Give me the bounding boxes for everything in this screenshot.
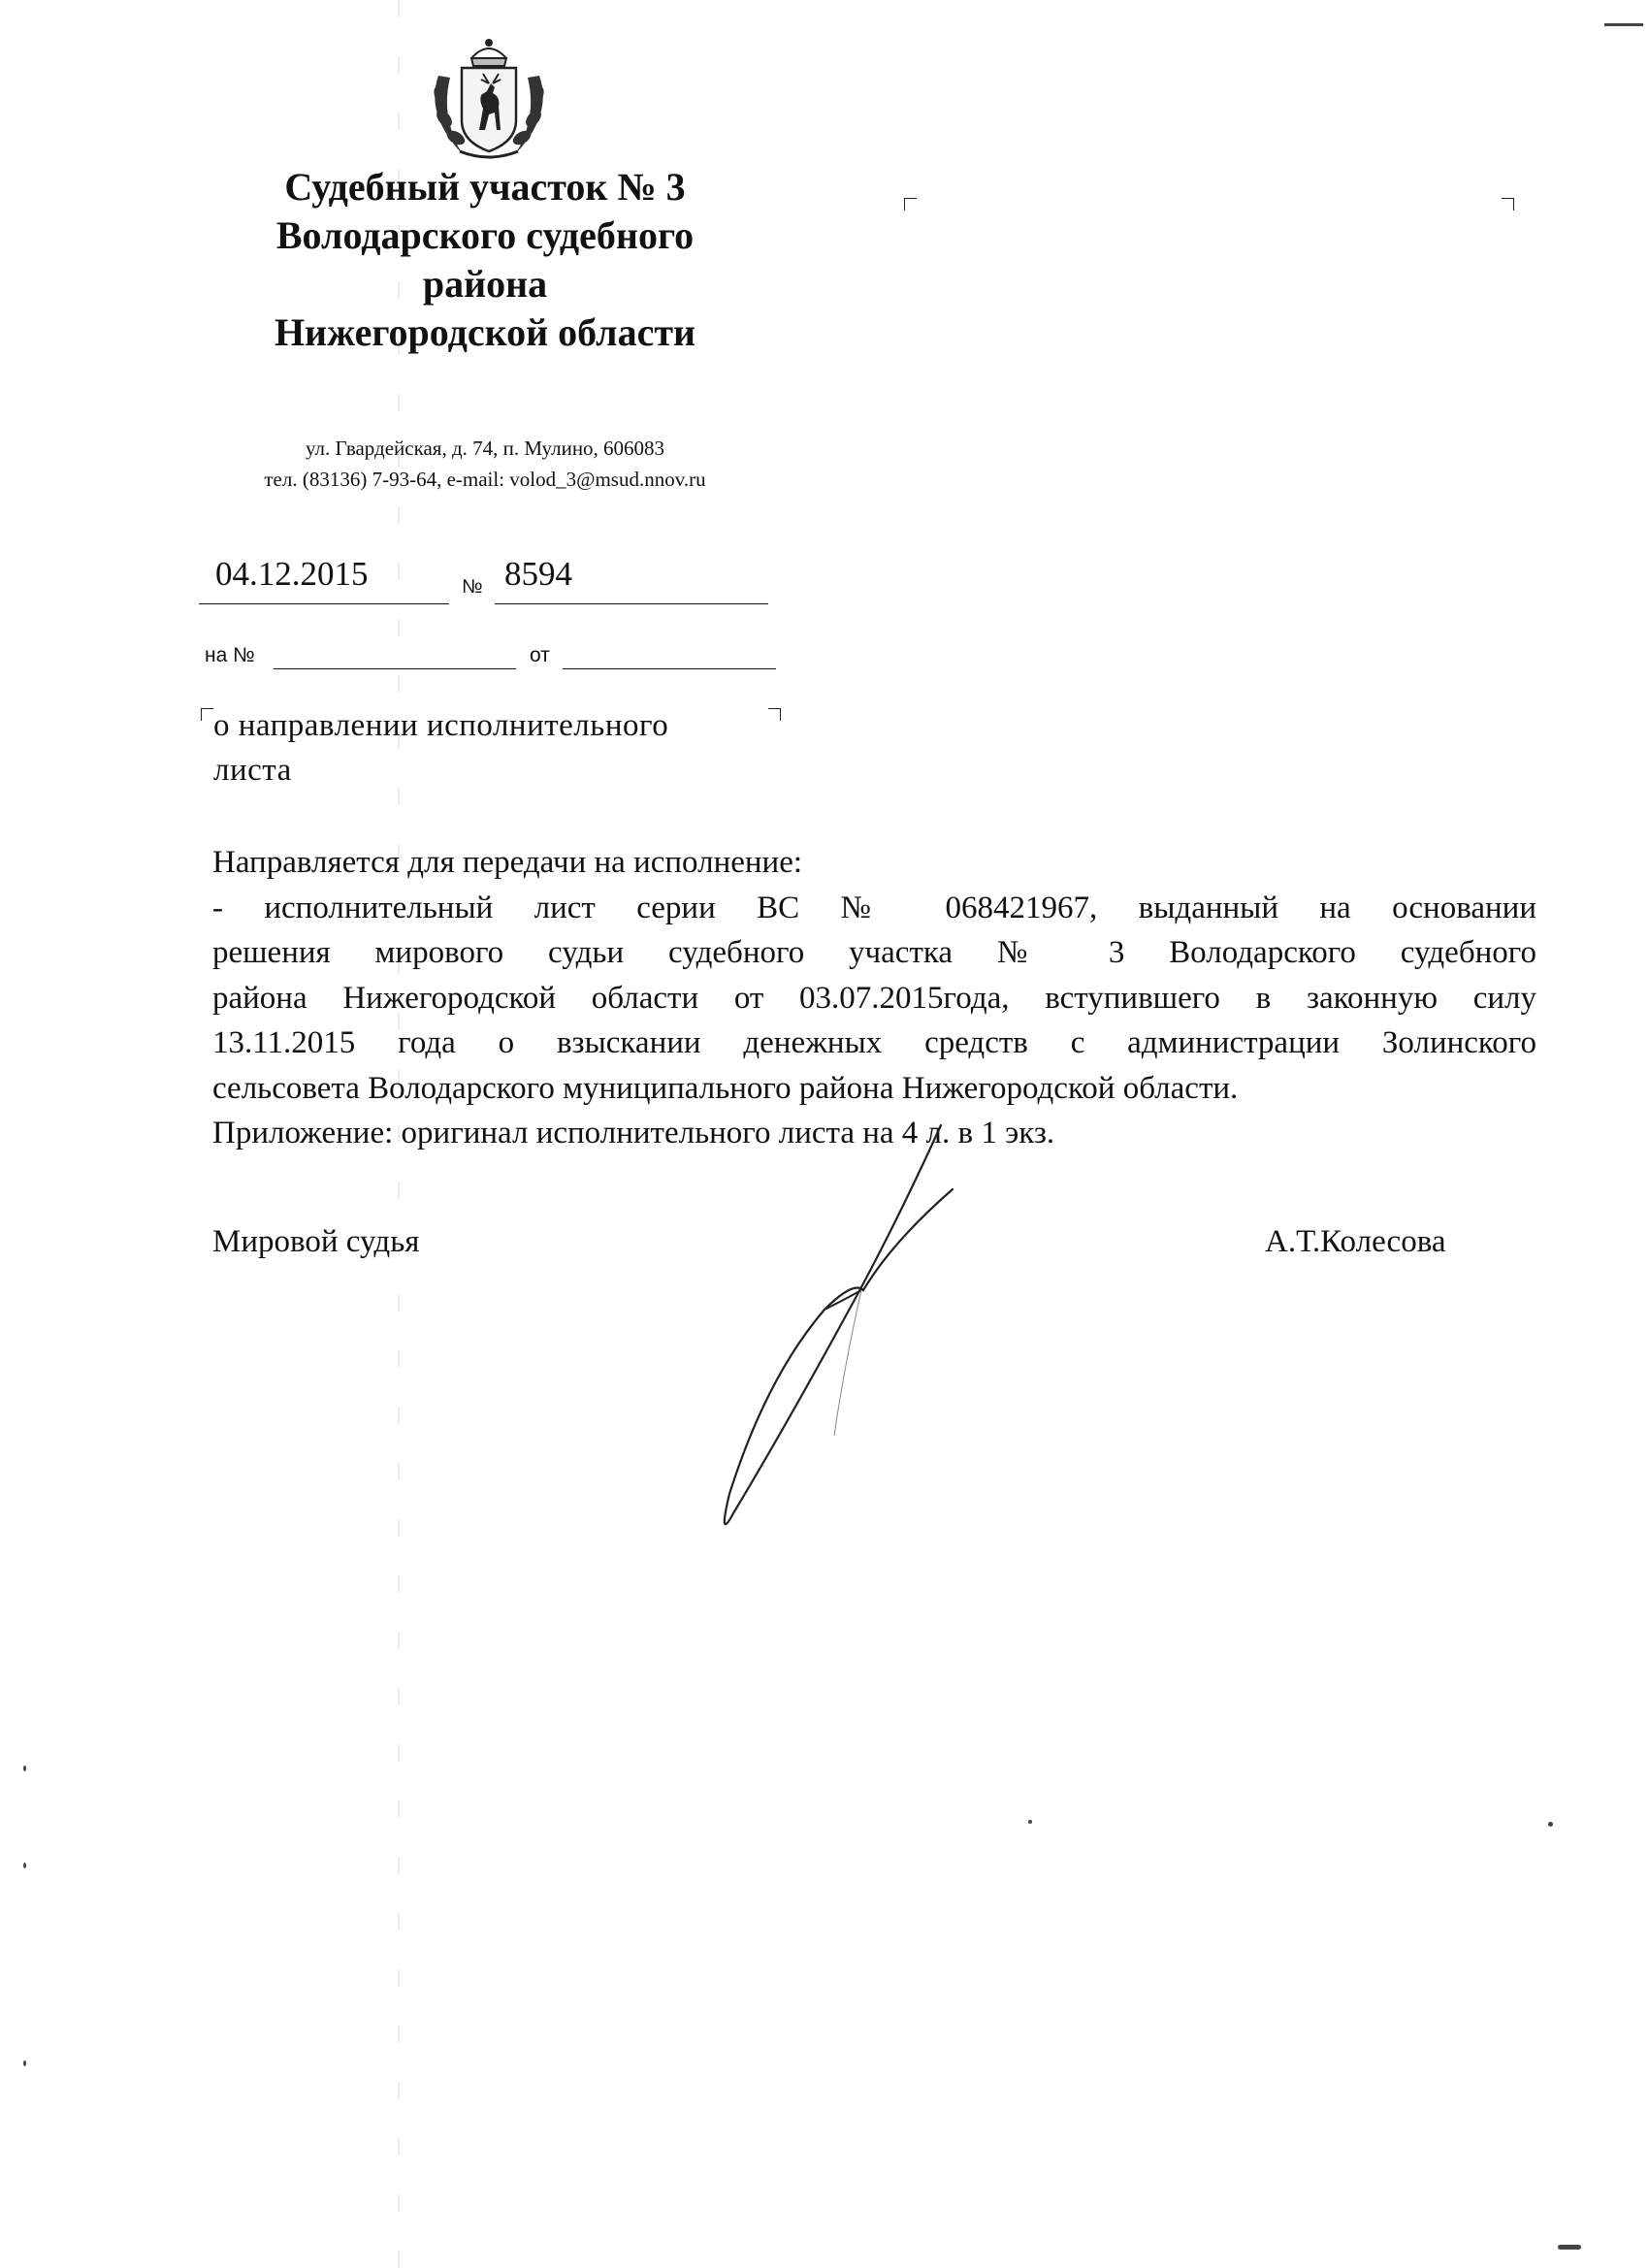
number-underline [495, 603, 768, 604]
scan-speck [23, 2060, 26, 2066]
reply-to-underline [274, 668, 516, 669]
body-line-4: 13.11.2015 года о взыскании денежных средств с администрации Золинского [212, 1025, 1536, 1060]
addressee-corner-left [904, 198, 917, 211]
body-line-2: решения мирового судьи судебного участка № 3 Володарского судебного [212, 935, 1536, 970]
scan-speck [1028, 1820, 1032, 1824]
reply-from-label: от [530, 644, 550, 666]
body-line-5: сельсовета Володарского муниципального района Нижегородской области. [212, 1070, 1239, 1106]
body-appendix: Приложение: оригинал исполнительного листа на 4 л. в 1 экз. [212, 1116, 1055, 1150]
org-address: ул. Гвардейская, д. 74, п. Мулино, 606083 [305, 437, 665, 460]
org-contacts [155, 433, 815, 495]
reply-from-underline [563, 668, 776, 669]
scan-speck [23, 1766, 26, 1771]
org-line-2: Володарского судебного [275, 213, 695, 257]
letter-subject [213, 703, 766, 793]
addressee-corner-right [1502, 198, 1514, 211]
handwritten-signature-icon [698, 1116, 989, 1542]
reply-to-label: на № [205, 644, 255, 666]
number-label: № [462, 576, 483, 598]
subject-corner-right [768, 708, 781, 721]
signer-position: Мировой судья [212, 1224, 420, 1259]
subject-line-1: о направлении исполнительного [213, 708, 669, 743]
outgoing-number: 8594 [504, 555, 572, 593]
body-intro: Направляется для передачи на исполнение: [212, 845, 803, 880]
organization-name [204, 163, 766, 357]
subject-corner-left [201, 708, 213, 721]
org-phone-email: тел. (83136) 7-93-64, e-mail: volod_3@msud.nnov.ru [264, 468, 706, 491]
body-line-1: - исполнительный лист серии ВС № 068421967, выданный на основании [212, 890, 1536, 925]
org-line-4: Нижегородской области [274, 310, 696, 354]
subject-line-2: листа [213, 753, 292, 788]
body-line-3: района Нижегородской области от 03.07.2015года, вступившего в законную силу [212, 980, 1536, 1016]
outgoing-date: 04.12.2015 [215, 555, 369, 593]
letter-body [212, 840, 1536, 1156]
coat-of-arms-icon [411, 37, 566, 163]
scan-speck [1558, 2245, 1581, 2250]
scan-edge-mark [1604, 23, 1643, 26]
org-line-3: района [422, 262, 548, 306]
scan-speck [23, 1863, 26, 1868]
date-underline [199, 603, 449, 604]
signer-name: А.Т.Колесова [1265, 1224, 1446, 1259]
org-line-1: Судебный участок № 3 [284, 165, 686, 209]
scan-speck [1548, 1822, 1553, 1827]
